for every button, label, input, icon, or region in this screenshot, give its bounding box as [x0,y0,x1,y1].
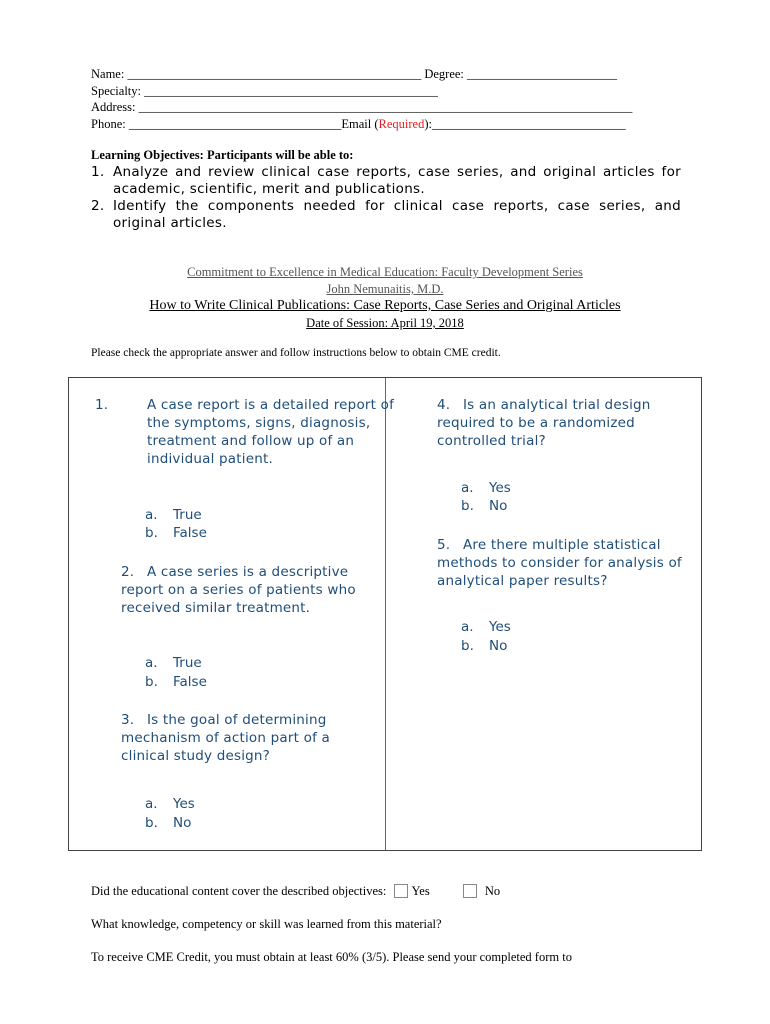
objective-item [91,164,681,198]
degree-field[interactable]: ________________________ [467,67,618,81]
option-text: True [173,655,202,671]
objectives-heading: Learning Objectives: Participants will be able to: [91,148,354,162]
question-text: A case report is a detailed report of the symptoms, signs, diagnosis, treatment and follow up of an individual patient. [147,397,395,467]
question-text: Is an analytical trial design required to be a randomized controlled trial? [437,397,651,449]
degree-label: Degree: [424,67,464,81]
email-field[interactable]: _______________________________ [431,116,626,131]
question-4 [437,396,662,450]
q3-option-b[interactable] [145,814,191,833]
option-letter: b. [461,638,474,654]
credit-note: To receive CME Credit, you must obtain at least 60% (3/5). Please send your completed form to [91,950,572,964]
option-text: True [173,507,202,523]
q4-option-a[interactable] [461,479,511,498]
session-date: Date of Session: April 19, 2018 [306,316,464,330]
objective-text: Analyze and review clinical case reports, case series, and original articles for academic, scientific, merit and publications. [113,164,681,197]
question-text: Are there multiple statistical methods to consider for analysis of analytical paper results? [437,537,682,589]
specialty-row [91,83,691,100]
objectives-list [91,164,681,232]
name-degree-row [91,66,691,83]
q5-option-b[interactable] [461,637,507,656]
q1-option-a[interactable] [145,506,202,525]
name-field[interactable]: _______________________________________________ [127,67,422,81]
contact-fields [91,66,691,132]
questions-box [68,377,702,851]
option-letter: a. [145,796,158,812]
yes-checkbox[interactable] [394,884,408,898]
option-letter: a. [145,507,158,523]
option-letter: a. [461,480,474,496]
email-label: Email ( [341,116,379,131]
knowledge-question: What knowledge, competency or skill was learned from this material? [91,917,442,931]
option-letter: b. [145,674,158,690]
question-text: Is the goal of determining mechanism of action part of a clinical study design? [121,712,330,764]
option-text: No [489,638,508,654]
objective-number: 2. [91,198,105,214]
instructions-text: Please check the appropriate answer and follow instructions below to obtain CME credit. [91,347,501,359]
question-number: 3. [121,712,135,728]
q4-option-b[interactable] [461,497,507,516]
no-checkbox[interactable] [463,884,477,898]
question-number: 1. [95,397,109,413]
option-letter: a. [145,655,158,671]
phone-email-row [91,116,691,133]
question-3 [121,711,346,765]
option-text: False [173,525,207,541]
question-5 [437,536,687,590]
no-label: No [484,884,501,898]
phone-label: Phone: [91,116,126,131]
name-label: Name: [91,67,125,81]
option-text: Yes [173,796,195,812]
specialty-label: Specialty: [91,83,141,98]
q2-option-b[interactable] [145,673,207,692]
address-label: Address: [91,100,136,114]
email-label-close: ): [424,116,432,131]
q1-option-b[interactable] [145,524,207,543]
phone-field[interactable]: __________________________________ [128,116,342,131]
option-letter: b. [461,498,474,514]
option-letter: b. [145,815,158,831]
coverage-row [91,884,500,899]
session-title: How to Write Clinical Publications: Case Reports, Case Series and Original Articles [149,298,621,313]
option-text: No [173,815,192,831]
objective-item [91,198,681,232]
q3-option-a[interactable] [145,795,195,814]
option-letter: b. [145,525,158,541]
question-2 [121,563,371,617]
option-text: Yes [489,619,511,635]
objective-text: Identify the components needed for clinical case reports, case series, and original articles. [113,198,681,231]
option-text: No [489,498,508,514]
author-name: John Nemunaitis, M.D. [326,282,444,296]
objective-number: 1. [91,164,105,180]
address-field[interactable]: _______________________________________________________________________________ [138,100,633,114]
q5-option-a[interactable] [461,618,511,637]
question-1 [95,396,407,468]
email-required-text: Required [378,116,425,131]
option-text: Yes [489,480,511,496]
question-number: 2. [121,564,135,580]
series-title: Commitment to Excellence in Medical Education: Faculty Development Series [187,265,583,279]
q2-option-a[interactable] [145,654,202,673]
yes-label: Yes [411,884,430,898]
option-letter: a. [461,619,474,635]
address-row [91,99,691,116]
question-text: A case series is a descriptive report on a series of patients who received similar treatment. [121,564,356,616]
question-number: 5. [437,537,451,553]
question-number: 4. [437,397,451,413]
option-text: False [173,674,207,690]
specialty-field[interactable]: _______________________________________________ [144,83,438,98]
coverage-question: Did the educational content cover the described objectives: [91,884,387,898]
